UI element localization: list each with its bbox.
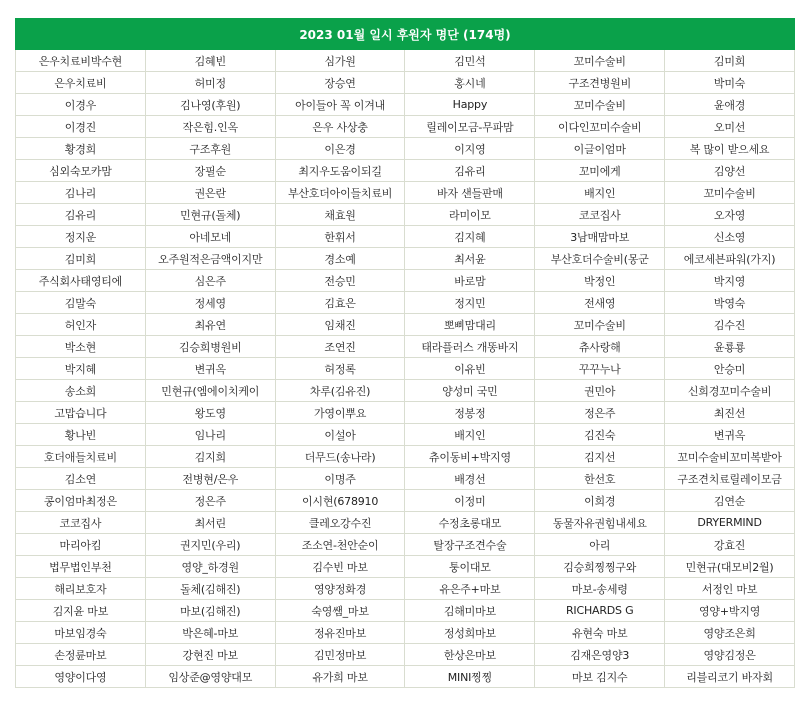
donor-name-cell: 리블리코기 바자회 (665, 666, 795, 688)
donor-name-cell: 정지운 (16, 226, 146, 248)
donor-name-cell: 태라플러스 개똥바지 (405, 336, 535, 358)
donor-name-cell: 오자영 (665, 204, 795, 226)
donor-name-cell: 박소현 (16, 336, 146, 358)
donor-name-cell: 은우치료비 (16, 72, 146, 94)
donor-table (15, 18, 795, 688)
donor-name-cell: 민현규(대모비2월) (665, 556, 795, 578)
donor-name-cell: 김지혜 (405, 226, 535, 248)
donor-name-cell: 김승희병원비 (145, 336, 275, 358)
donor-name-cell: 김지선 (535, 446, 665, 468)
table-row (16, 446, 795, 468)
table-row (16, 248, 795, 270)
donor-name-cell: 허인자 (16, 314, 146, 336)
donor-name-cell: 정유진마보 (275, 622, 405, 644)
donor-name-cell: 이정미 (405, 490, 535, 512)
donor-name-cell: DRYERMIND (665, 512, 795, 534)
donor-name-cell: 츄이동비+박지영 (405, 446, 535, 468)
donor-name-cell: 마보 김지수 (535, 666, 665, 688)
donor-name-cell: 전새영 (535, 292, 665, 314)
table-row (16, 490, 795, 512)
donor-name-cell: 마보-송세령 (535, 578, 665, 600)
donor-name-cell: 정은주 (535, 402, 665, 424)
table-row (16, 314, 795, 336)
donor-name-cell: 에코세븐파워(가지) (665, 248, 795, 270)
donor-name-cell: 작은힘.인옥 (145, 116, 275, 138)
donor-name-cell: 동물자유권힘내세요 (535, 512, 665, 534)
donor-name-cell: 김나리 (16, 182, 146, 204)
donor-name-cell: 김효은 (275, 292, 405, 314)
donor-name-cell: 전병현/은우 (145, 468, 275, 490)
table-row (16, 402, 795, 424)
donor-name-cell: 바로맘 (405, 270, 535, 292)
donor-name-cell: 구조후원 (145, 138, 275, 160)
donor-name-cell: 배지인 (405, 424, 535, 446)
donor-name-cell: 호더애들치료비 (16, 446, 146, 468)
table-row (16, 182, 795, 204)
donor-name-cell: Happy (405, 94, 535, 116)
donor-name-cell: 김유리 (16, 204, 146, 226)
donor-name-cell: 정성희마보 (405, 622, 535, 644)
donor-name-cell: 탈장구조견수술 (405, 534, 535, 556)
donor-name-cell: 마보(김해진) (145, 600, 275, 622)
donor-name-cell: 한선호 (535, 468, 665, 490)
donor-name-cell: 이글이엄마 (535, 138, 665, 160)
donor-name-cell: 김연순 (665, 490, 795, 512)
donor-name-cell: 정봉정 (405, 402, 535, 424)
donor-name-cell: 김소연 (16, 468, 146, 490)
donor-name-cell: 아이들아 꼭 이겨내 (275, 94, 405, 116)
donor-name-cell: 김재은영양3 (535, 644, 665, 666)
donor-name-cell: 영양_하경원 (145, 556, 275, 578)
donor-name-cell: 구조견치료릴레이모금 (665, 468, 795, 490)
donor-name-cell: 김해미마보 (405, 600, 535, 622)
donor-name-cell: 돌체(김해진) (145, 578, 275, 600)
donor-name-cell: 영양정화경 (275, 578, 405, 600)
donor-name-cell: 배지인 (535, 182, 665, 204)
table-header-row (16, 19, 795, 50)
table-row (16, 270, 795, 292)
donor-name-cell: 김미희 (665, 50, 795, 72)
donor-name-cell: 박미숙 (665, 72, 795, 94)
donor-name-cell: 김지희 (145, 446, 275, 468)
donor-name-cell: 이희경 (535, 490, 665, 512)
donor-name-cell: 임상준@영양대모 (145, 666, 275, 688)
donor-name-cell: 숙영쌤_마보 (275, 600, 405, 622)
donor-name-cell: 릴레이모금-무파맘 (405, 116, 535, 138)
donor-name-cell: 김진숙 (535, 424, 665, 446)
donor-name-cell: 츄사랑해 (535, 336, 665, 358)
donor-table-body (16, 50, 795, 688)
table-row (16, 534, 795, 556)
donor-name-cell: 꼬미수술비꼬미복받아 (665, 446, 795, 468)
table-row (16, 556, 795, 578)
donor-name-cell: MINI찡찡 (405, 666, 535, 688)
donor-name-cell: 배경선 (405, 468, 535, 490)
donor-name-cell: 김지윤 마보 (16, 600, 146, 622)
donor-name-cell: 3남매맘마보 (535, 226, 665, 248)
donor-name-cell: 부산호더수술비(몽군 (535, 248, 665, 270)
donor-name-cell: 더무드(송나라) (275, 446, 405, 468)
table-row (16, 292, 795, 314)
donor-name-cell: 가영이뿌요 (275, 402, 405, 424)
donor-name-cell: 최지우도움이되길 (275, 160, 405, 182)
donor-name-cell: 최서윤 (405, 248, 535, 270)
table-row (16, 578, 795, 600)
donor-name-cell: 해리보호자 (16, 578, 146, 600)
donor-name-cell: 최유연 (145, 314, 275, 336)
donor-name-cell: 권지민(우리) (145, 534, 275, 556)
donor-name-cell: 유은주+마보 (405, 578, 535, 600)
donor-name-cell: 김수빈 마보 (275, 556, 405, 578)
donor-name-cell: 변귀옥 (665, 424, 795, 446)
donor-name-cell: 법무법인부천 (16, 556, 146, 578)
donor-name-cell: 신소영 (665, 226, 795, 248)
donor-list-container (15, 18, 794, 688)
donor-name-cell: 김미희 (16, 248, 146, 270)
donor-name-cell: 아네모네 (145, 226, 275, 248)
donor-name-cell: 정지민 (405, 292, 535, 314)
table-row (16, 666, 795, 688)
donor-name-cell: 홍시네 (405, 72, 535, 94)
table-row (16, 94, 795, 116)
donor-name-cell: 손정륜마보 (16, 644, 146, 666)
table-row (16, 622, 795, 644)
donor-name-cell: 허정록 (275, 358, 405, 380)
donor-name-cell: 이경우 (16, 94, 146, 116)
table-row (16, 358, 795, 380)
donor-name-cell: 김말숙 (16, 292, 146, 314)
table-title: 2023 01월 일시 후원자 명단 (174명) (16, 19, 795, 50)
donor-name-cell: 윤룡룡 (665, 336, 795, 358)
donor-name-cell: 구조견병원비 (535, 72, 665, 94)
donor-name-cell: 박은혜-마보 (145, 622, 275, 644)
donor-name-cell: 김나영(후원) (145, 94, 275, 116)
donor-name-cell: 꼬미수술비 (665, 182, 795, 204)
donor-name-cell: 장필순 (145, 160, 275, 182)
donor-name-cell: 이시현(678910 (275, 490, 405, 512)
donor-name-cell: 주식회사태영티에 (16, 270, 146, 292)
donor-name-cell: 수정초롱대모 (405, 512, 535, 534)
donor-name-cell: 김민정마보 (275, 644, 405, 666)
donor-name-cell: 장승연 (275, 72, 405, 94)
donor-name-cell: 박영숙 (665, 292, 795, 314)
table-row (16, 116, 795, 138)
donor-name-cell: 김혜빈 (145, 50, 275, 72)
donor-name-cell: 임채진 (275, 314, 405, 336)
donor-name-cell: 송소희 (16, 380, 146, 402)
donor-name-cell: 박지혜 (16, 358, 146, 380)
donor-name-cell: 은우 사상충 (275, 116, 405, 138)
donor-name-cell: 고맙습니다 (16, 402, 146, 424)
donor-name-cell: 영양+박지영 (665, 600, 795, 622)
donor-name-cell: 경소예 (275, 248, 405, 270)
donor-name-cell: 최서린 (145, 512, 275, 534)
donor-name-cell: 권민아 (535, 380, 665, 402)
donor-name-cell: 영양이다영 (16, 666, 146, 688)
donor-name-cell: 정은주 (145, 490, 275, 512)
donor-name-cell: 황경희 (16, 138, 146, 160)
donor-name-cell: 민현규(돌체) (145, 204, 275, 226)
donor-name-cell: 김수진 (665, 314, 795, 336)
donor-name-cell: 코코집사 (535, 204, 665, 226)
table-row (16, 512, 795, 534)
donor-name-cell: 권은란 (145, 182, 275, 204)
donor-name-cell: 꼬미수술비 (535, 50, 665, 72)
table-row (16, 600, 795, 622)
donor-name-cell: 한상은마보 (405, 644, 535, 666)
donor-name-cell: RICHARDS G (535, 600, 665, 622)
donor-name-cell: 전승민 (275, 270, 405, 292)
donor-name-cell: 안승미 (665, 358, 795, 380)
donor-name-cell: 한휘서 (275, 226, 405, 248)
table-row (16, 336, 795, 358)
donor-name-cell: 차루(김유진) (275, 380, 405, 402)
donor-name-cell: 허미정 (145, 72, 275, 94)
donor-name-cell: 심외숙모카맘 (16, 160, 146, 182)
donor-name-cell: 윤애경 (665, 94, 795, 116)
donor-name-cell: 바자 샌들판매 (405, 182, 535, 204)
donor-name-cell: 이경진 (16, 116, 146, 138)
donor-name-cell: 오미선 (665, 116, 795, 138)
donor-name-cell: 이은경 (275, 138, 405, 160)
donor-name-cell: 황나빈 (16, 424, 146, 446)
donor-name-cell: 라미이모 (405, 204, 535, 226)
donor-name-cell: 변귀옥 (145, 358, 275, 380)
table-row (16, 380, 795, 402)
donor-name-cell: 왕도영 (145, 402, 275, 424)
table-row (16, 50, 795, 72)
donor-name-cell: 김승희찡찡구와 (535, 556, 665, 578)
donor-name-cell: 김유리 (405, 160, 535, 182)
donor-name-cell: 오주원적은금액이지만 (145, 248, 275, 270)
donor-name-cell: 꼬미수술비 (535, 94, 665, 116)
donor-name-cell: 이지영 (405, 138, 535, 160)
table-row (16, 424, 795, 446)
donor-name-cell: 민현규(엠에이치케이 (145, 380, 275, 402)
donor-name-cell: 부산호더아이들치료비 (275, 182, 405, 204)
donor-name-cell: 클레오강수진 (275, 512, 405, 534)
donor-name-cell: 조소연-천안순이 (275, 534, 405, 556)
table-row (16, 644, 795, 666)
table-row (16, 160, 795, 182)
donor-name-cell: 정세영 (145, 292, 275, 314)
donor-name-cell: 이명주 (275, 468, 405, 490)
donor-name-cell: 신희경꼬미수술비 (665, 380, 795, 402)
donor-name-cell: 마보임경숙 (16, 622, 146, 644)
donor-name-cell: 콩이엄마최정은 (16, 490, 146, 512)
donor-name-cell: 조연진 (275, 336, 405, 358)
donor-name-cell: 강효진 (665, 534, 795, 556)
donor-name-cell: 은우치료비박수현 (16, 50, 146, 72)
donor-name-cell: 코코집사 (16, 512, 146, 534)
donor-name-cell: 아리 (535, 534, 665, 556)
donor-name-cell: 이다인꼬미수술비 (535, 116, 665, 138)
donor-name-cell: 이유빈 (405, 358, 535, 380)
donor-name-cell: 채효원 (275, 204, 405, 226)
donor-name-cell: 박정인 (535, 270, 665, 292)
donor-name-cell: 이설아 (275, 424, 405, 446)
donor-name-cell: 심은주 (145, 270, 275, 292)
donor-name-cell: 최진선 (665, 402, 795, 424)
donor-name-cell: 강현진 마보 (145, 644, 275, 666)
donor-name-cell: 뽀삐맘대리 (405, 314, 535, 336)
donor-name-cell: 박지영 (665, 270, 795, 292)
donor-name-cell: 꼬미수술비 (535, 314, 665, 336)
donor-name-cell: 김민석 (405, 50, 535, 72)
donor-name-cell: 영양김정은 (665, 644, 795, 666)
donor-name-cell: 유현숙 마보 (535, 622, 665, 644)
table-row (16, 468, 795, 490)
donor-name-cell: 꾸꾸누나 (535, 358, 665, 380)
donor-name-cell: 양성미 국민 (405, 380, 535, 402)
donor-name-cell: 심가원 (275, 50, 405, 72)
table-row (16, 204, 795, 226)
donor-name-cell: 임나리 (145, 424, 275, 446)
donor-name-cell: 복 많이 받으세요 (665, 138, 795, 160)
donor-name-cell: 영양조은희 (665, 622, 795, 644)
donor-name-cell: 유가희 마보 (275, 666, 405, 688)
donor-name-cell: 퉁이대모 (405, 556, 535, 578)
donor-name-cell: 서정인 마보 (665, 578, 795, 600)
table-row (16, 138, 795, 160)
table-row (16, 72, 795, 94)
table-row (16, 226, 795, 248)
donor-name-cell: 김양선 (665, 160, 795, 182)
donor-name-cell: 마리아킴 (16, 534, 146, 556)
donor-name-cell: 꼬미에게 (535, 160, 665, 182)
